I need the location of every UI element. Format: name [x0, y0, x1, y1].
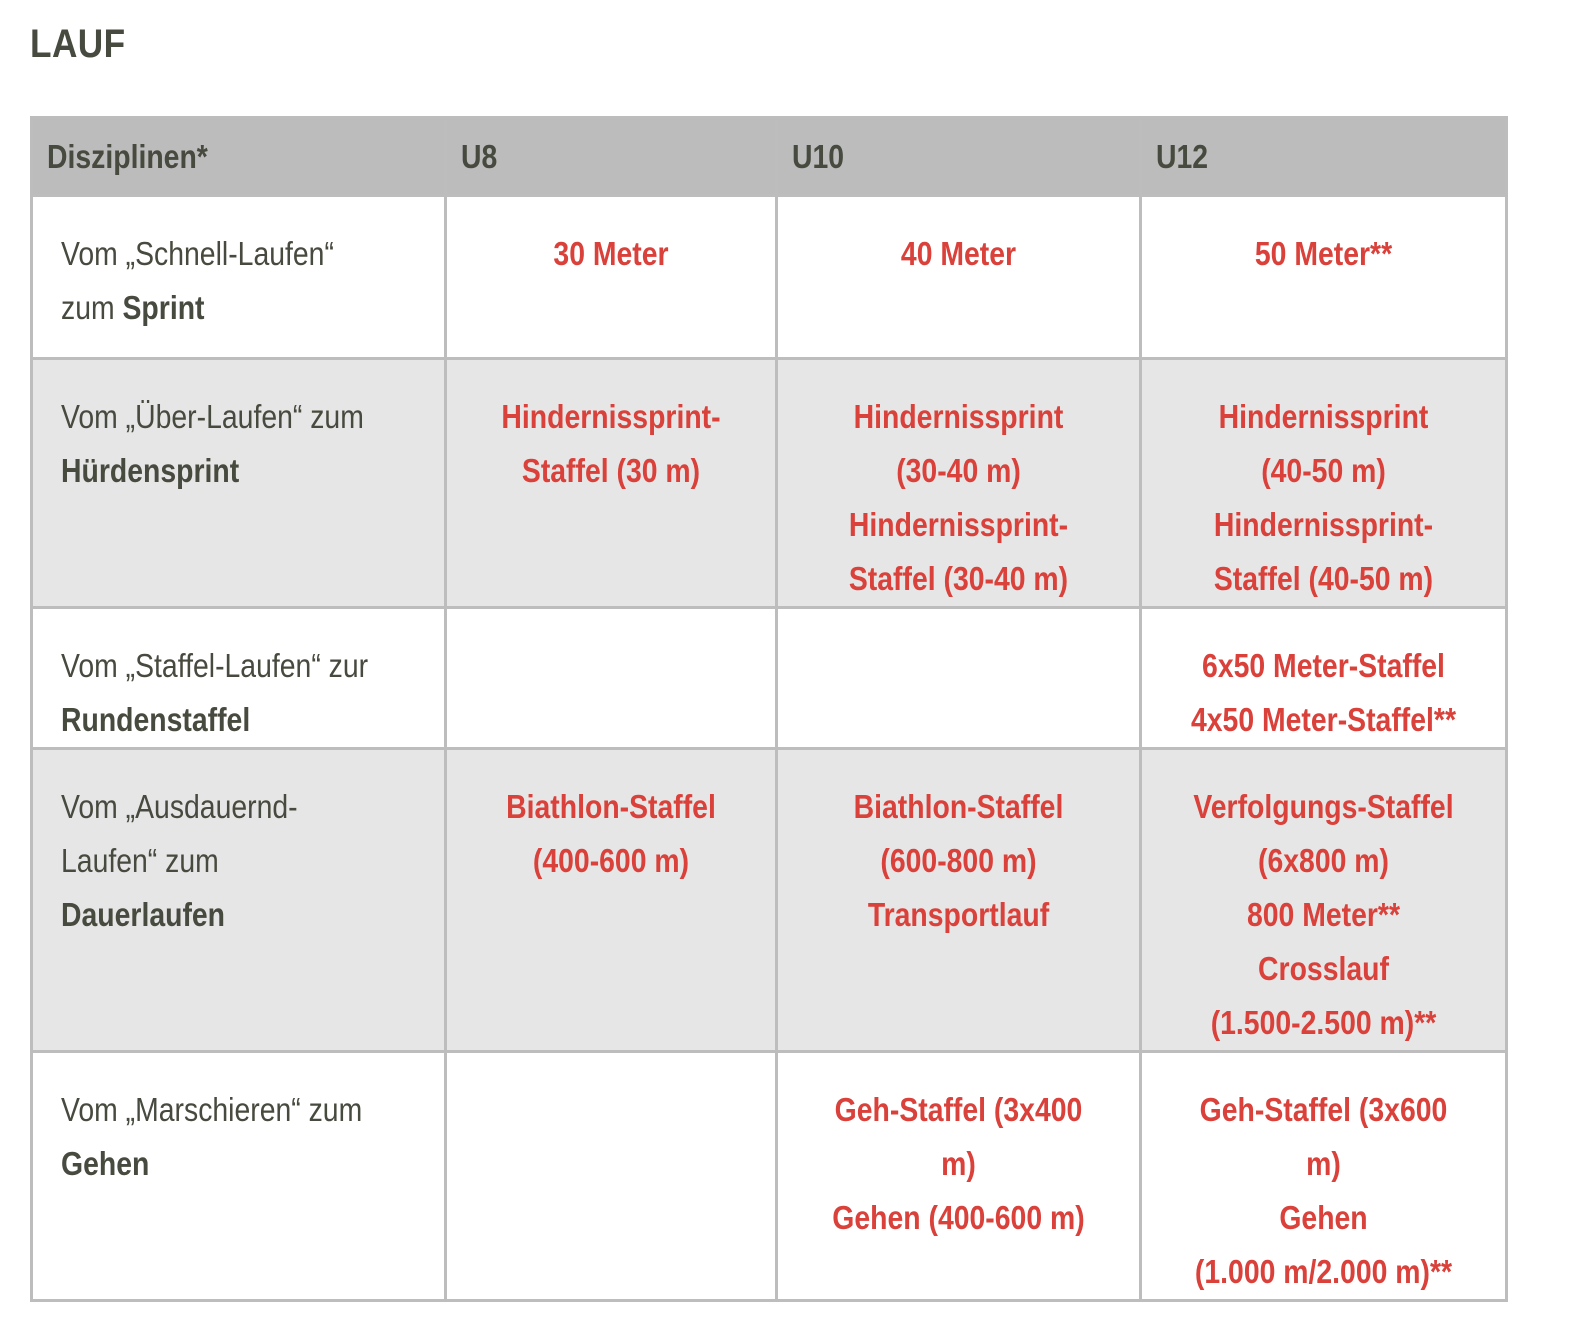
discipline-prefix: Vom „Über-Laufen“ zum	[61, 398, 364, 435]
discipline-cell	[32, 749, 446, 1052]
event-line: Verfolgungs-Staffel	[1193, 788, 1454, 825]
discipline-name: Hürdensprint	[61, 452, 240, 489]
value-cell-u8	[446, 608, 777, 749]
header-disziplinen	[32, 118, 446, 196]
discipline-text	[61, 780, 433, 942]
value-cell-u12	[1141, 196, 1507, 359]
event-line: (1.500-2.500 m)**	[1210, 1004, 1437, 1041]
event-line: Hindernissprint-	[848, 506, 1069, 543]
event-line: m)	[941, 1145, 976, 1182]
header-label: U8	[461, 137, 498, 175]
value-cell-u10	[777, 196, 1141, 359]
value-cell-u12	[1141, 359, 1507, 608]
event-line: Hindernissprint	[853, 398, 1064, 435]
event-line: (400-600 m)	[532, 842, 690, 879]
event-line: Transportlauf	[867, 896, 1050, 933]
discipline-text	[61, 390, 433, 498]
value-cell-u8	[446, 749, 777, 1052]
event-line: Gehen (400-600 m)	[832, 1199, 1085, 1236]
discipline-prefix: Vom „Schnell-Laufen“	[61, 235, 334, 272]
header-label: U12	[1156, 137, 1209, 175]
value-cell-u8	[446, 359, 777, 608]
discipline-cell	[32, 196, 446, 359]
header-u10	[777, 118, 1141, 196]
discipline-prefix: Vom „Marschieren“ zum	[61, 1091, 363, 1128]
event-line: Crosslauf	[1258, 950, 1389, 987]
header-u12	[1141, 118, 1507, 196]
event-line: 6x50 Meter-Staffel	[1202, 647, 1445, 684]
disciplines-table	[30, 116, 1508, 1302]
value-cell-u12	[1141, 749, 1507, 1052]
header-u8	[446, 118, 777, 196]
value-cell-u10	[777, 608, 1141, 749]
table-row	[32, 196, 1507, 359]
value-cell-u12	[1141, 1052, 1507, 1301]
discipline-text	[61, 1083, 433, 1191]
table-row	[32, 359, 1507, 608]
discipline-mid: zum	[61, 289, 115, 326]
event-line: Biathlon-Staffel	[506, 788, 716, 825]
discipline-name: Gehen	[61, 1145, 150, 1182]
page-title: LAUF	[30, 22, 126, 66]
discipline-name: Dauerlaufen	[61, 896, 226, 933]
event-line: 800 Meter**	[1246, 896, 1401, 933]
value-cell-u10	[777, 749, 1141, 1052]
discipline-name: Sprint	[122, 289, 205, 326]
event-line: m)	[1306, 1145, 1341, 1182]
event-line: Staffel (40-50 m)	[1213, 560, 1434, 597]
event-line: 30 Meter	[553, 235, 669, 272]
discipline-name: Rundenstaffel	[61, 701, 251, 738]
event-line: 4x50 Meter-Staffel**	[1190, 701, 1456, 738]
discipline-text	[61, 227, 433, 335]
header-label: U10	[792, 137, 845, 175]
table-header-row	[32, 118, 1507, 196]
discipline-cell	[32, 359, 446, 608]
event-line: (40-50 m)	[1261, 452, 1386, 489]
event-line: Hindernissprint	[1218, 398, 1429, 435]
event-line: (600-800 m)	[880, 842, 1037, 879]
discipline-prefix: Vom „Ausdauernd-	[61, 788, 298, 825]
table-body	[32, 196, 1507, 1301]
event-line: Geh-Staffel (3x600	[1199, 1091, 1448, 1128]
event-line: 40 Meter	[900, 235, 1017, 272]
header-label: Disziplinen*	[47, 137, 208, 175]
table-row	[32, 749, 1507, 1052]
table-row	[32, 608, 1507, 749]
value-cell-u8	[446, 1052, 777, 1301]
event-line: Gehen	[1279, 1199, 1368, 1236]
value-cell-u8	[446, 196, 777, 359]
event-line: 50 Meter**	[1254, 235, 1393, 272]
discipline-cell	[32, 1052, 446, 1301]
discipline-mid: Laufen“ zum	[61, 842, 219, 879]
discipline-text	[61, 639, 433, 747]
event-line: Staffel (30 m)	[521, 452, 701, 489]
discipline-cell	[32, 608, 446, 749]
discipline-prefix: Vom „Staffel-Laufen“ zur	[61, 647, 369, 684]
value-cell-u10	[777, 359, 1141, 608]
value-cell-u12	[1141, 608, 1507, 749]
event-line: (30-40 m)	[896, 452, 1021, 489]
event-line: Hindernissprint-	[501, 398, 721, 435]
event-line: Biathlon-Staffel	[853, 788, 1064, 825]
event-line: Hindernissprint-	[1213, 506, 1434, 543]
event-line: Staffel (30-40 m)	[848, 560, 1069, 597]
event-line: (1.000 m/2.000 m)**	[1194, 1253, 1453, 1290]
event-line: (6x800 m)	[1258, 842, 1389, 879]
event-line: Geh-Staffel (3x400	[834, 1091, 1083, 1128]
value-cell-u10	[777, 1052, 1141, 1301]
table-row	[32, 1052, 1507, 1301]
